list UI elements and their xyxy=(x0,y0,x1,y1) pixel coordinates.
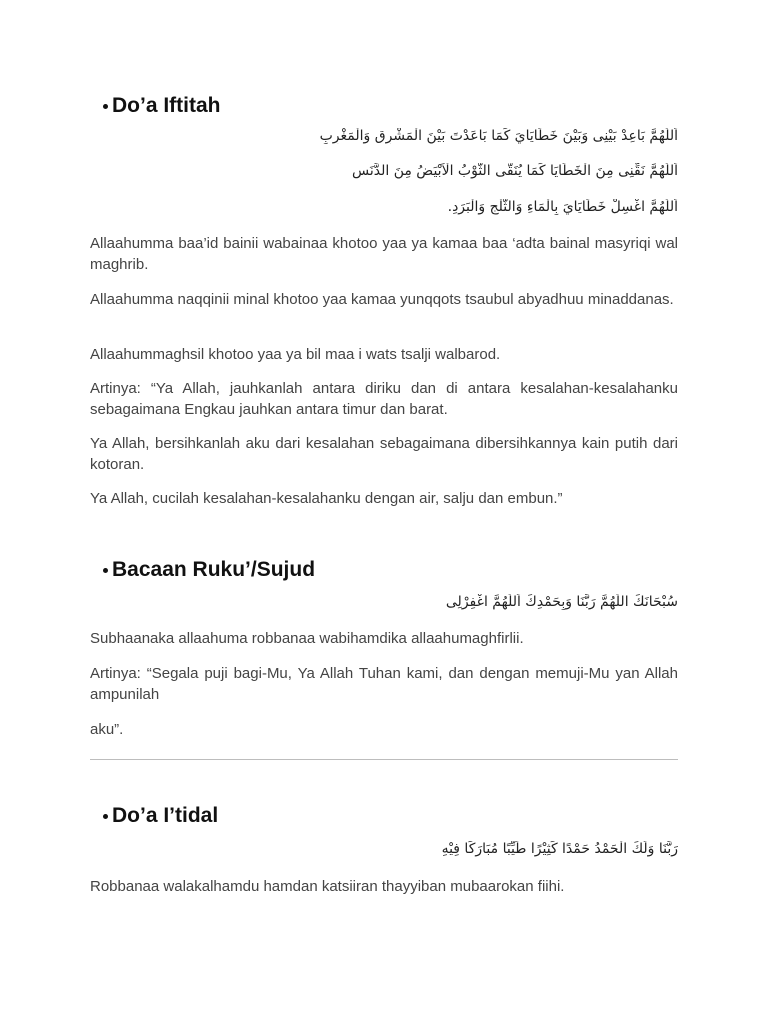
arabic-line: اَللّٰهُمَّ نَقِّنِى مِنَ الْخَطَايَا كَمَا يُنَقَّى الثَّوْبُ الْاَبْيَضُ مِنَ الدَّنَسِ xyxy=(352,163,678,179)
arabic-line: رَبَّنَا وَلَكَ الْحَمْدُ حَمْدًا كَثِيْرًا طَيِّبًا مُبَارَكًا فِيْهِ xyxy=(441,841,678,857)
arabic-line: سُبْحَانَكَ اللّٰهُمَّ رَبَّنَا وَبِحَمْدِكَ اَللّٰهُمَّ اغْفِرْلِى xyxy=(445,594,678,610)
translation-paragraph: Ya Allah, cucilah kesalahan-kesalahanku dengan air, salju dan embun.” xyxy=(90,490,563,507)
translation-paragraph: Artinya: “Segala puji bagi-Mu, Ya Allah Tuhan kami, dan dengan memuji-Mu yan Allah ampunilah xyxy=(90,665,678,703)
transliteration-paragraph: Allaahummaghsil khotoo yaa ya bil maa i wats tsalji walbarod. xyxy=(90,346,501,363)
arabic-line: اَللّٰهُمَّ اغْسِلْ خَطَايَايَ بِالْمَاءِ وَالثَّلْجِ وَالْبَرَدِ. xyxy=(447,199,678,215)
section-heading-doa-iftitah xyxy=(112,94,221,118)
translation-paragraph: aku”. xyxy=(90,721,124,738)
section-heading-bacaan-ruku-sujud xyxy=(112,558,315,582)
arabic-line: اَللّٰهُمَّ بَاعِدْ بَيْنِى وَبَيْنَ خَطَايَايَ كَمَا بَاعَدْتَ بَيْنَ الْمَشْرِقِ وَالْمَغْرِبِ xyxy=(319,128,678,144)
heading-text: Do’a Iftitah xyxy=(112,94,221,117)
bullet-icon xyxy=(103,104,108,109)
transliteration-paragraph: Subhaanaka allaahuma robbanaa wabihamdika allaahumaghfirlii. xyxy=(90,630,524,647)
translation-paragraph: Ya Allah, bersihkanlah aku dari kesalahan sebagaimana dibersihkannya kain putih dari kotoran. xyxy=(90,435,678,473)
heading-text: Do’a I’tidal xyxy=(112,804,219,827)
bullet-icon xyxy=(103,814,108,819)
bullet-icon xyxy=(103,568,108,573)
translation-paragraph: Artinya: “Ya Allah, jauhkanlah antara diriku dan di antara kesalahan-kesalahanku sebagaimana Engkau jauhkan antara timur dan barat. xyxy=(90,380,678,418)
transliteration-paragraph: Allaahumma naqqinii minal khotoo yaa kamaa yunqqots tsaubul abyadhuu minaddanas. xyxy=(90,291,674,308)
section-heading-doa-itidal xyxy=(112,804,218,828)
section-divider xyxy=(90,759,678,760)
transliteration-paragraph: Robbanaa walakalhamdu hamdan katsiiran thayyiban mubaarokan fiihi. xyxy=(90,878,565,895)
transliteration-paragraph: Allaahumma baa’id bainii wabainaa khotoo yaa ya kamaa baa ‘adta bainal masyriqi wal maghrib. xyxy=(90,235,678,273)
heading-text: Bacaan Ruku’/Sujud xyxy=(112,558,316,581)
